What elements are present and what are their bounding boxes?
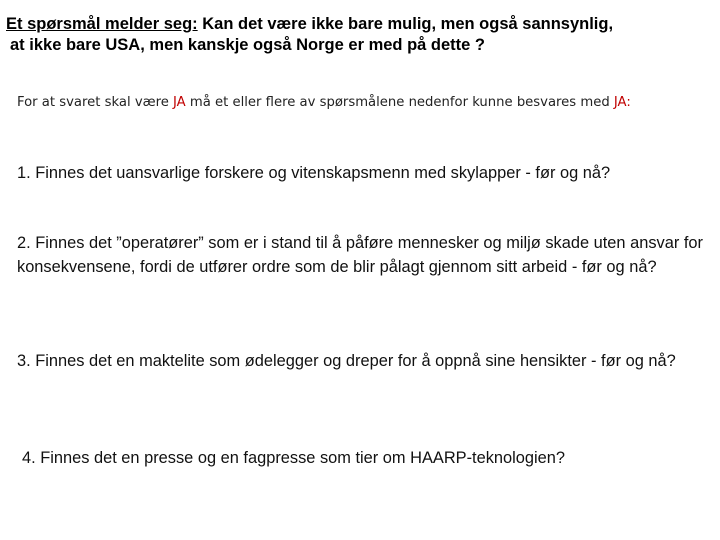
heading-question-label: Et spørsmål melder seg: [6, 15, 198, 33]
heading-question-rest: Kan det være ikke bare mulig, men også sannsynlig, [197, 15, 614, 33]
intro-part-2: må et eller flere av spørsmålene nedenfor kunne besvares med [185, 95, 614, 110]
question-3: 3. Finnes det en maktelite som ødelegger og dreper for å oppnå sine hensikter - før og nå? [17, 352, 676, 370]
question-4: 4. Finnes det en presse og en fagpresse som tier om HAARP-teknologien? [22, 449, 566, 467]
intro-ja-highlight-2: JA: [613, 95, 631, 110]
question-1: 1. Finnes det uansvarlige forskere og vitenskapsmenn med skylapper - før og nå? [17, 164, 611, 182]
question-2: 2. Finnes det ”operatører” som er i stand til å påføre mennesker og miljø skade uten ansvar for konsekvensene, fordi de utfører ordre som de blir pålagt gjennom sitt arbeid - før og nå? [17, 234, 703, 276]
slide-heading [6, 14, 706, 56]
intro-text [17, 93, 707, 113]
intro-ja-highlight-1: JA [173, 95, 186, 110]
heading-line-2: at ikke bare USA, men kanskje også Norge er med på dette ? [10, 36, 486, 54]
intro-part-1: For at svaret skal være [17, 95, 174, 110]
